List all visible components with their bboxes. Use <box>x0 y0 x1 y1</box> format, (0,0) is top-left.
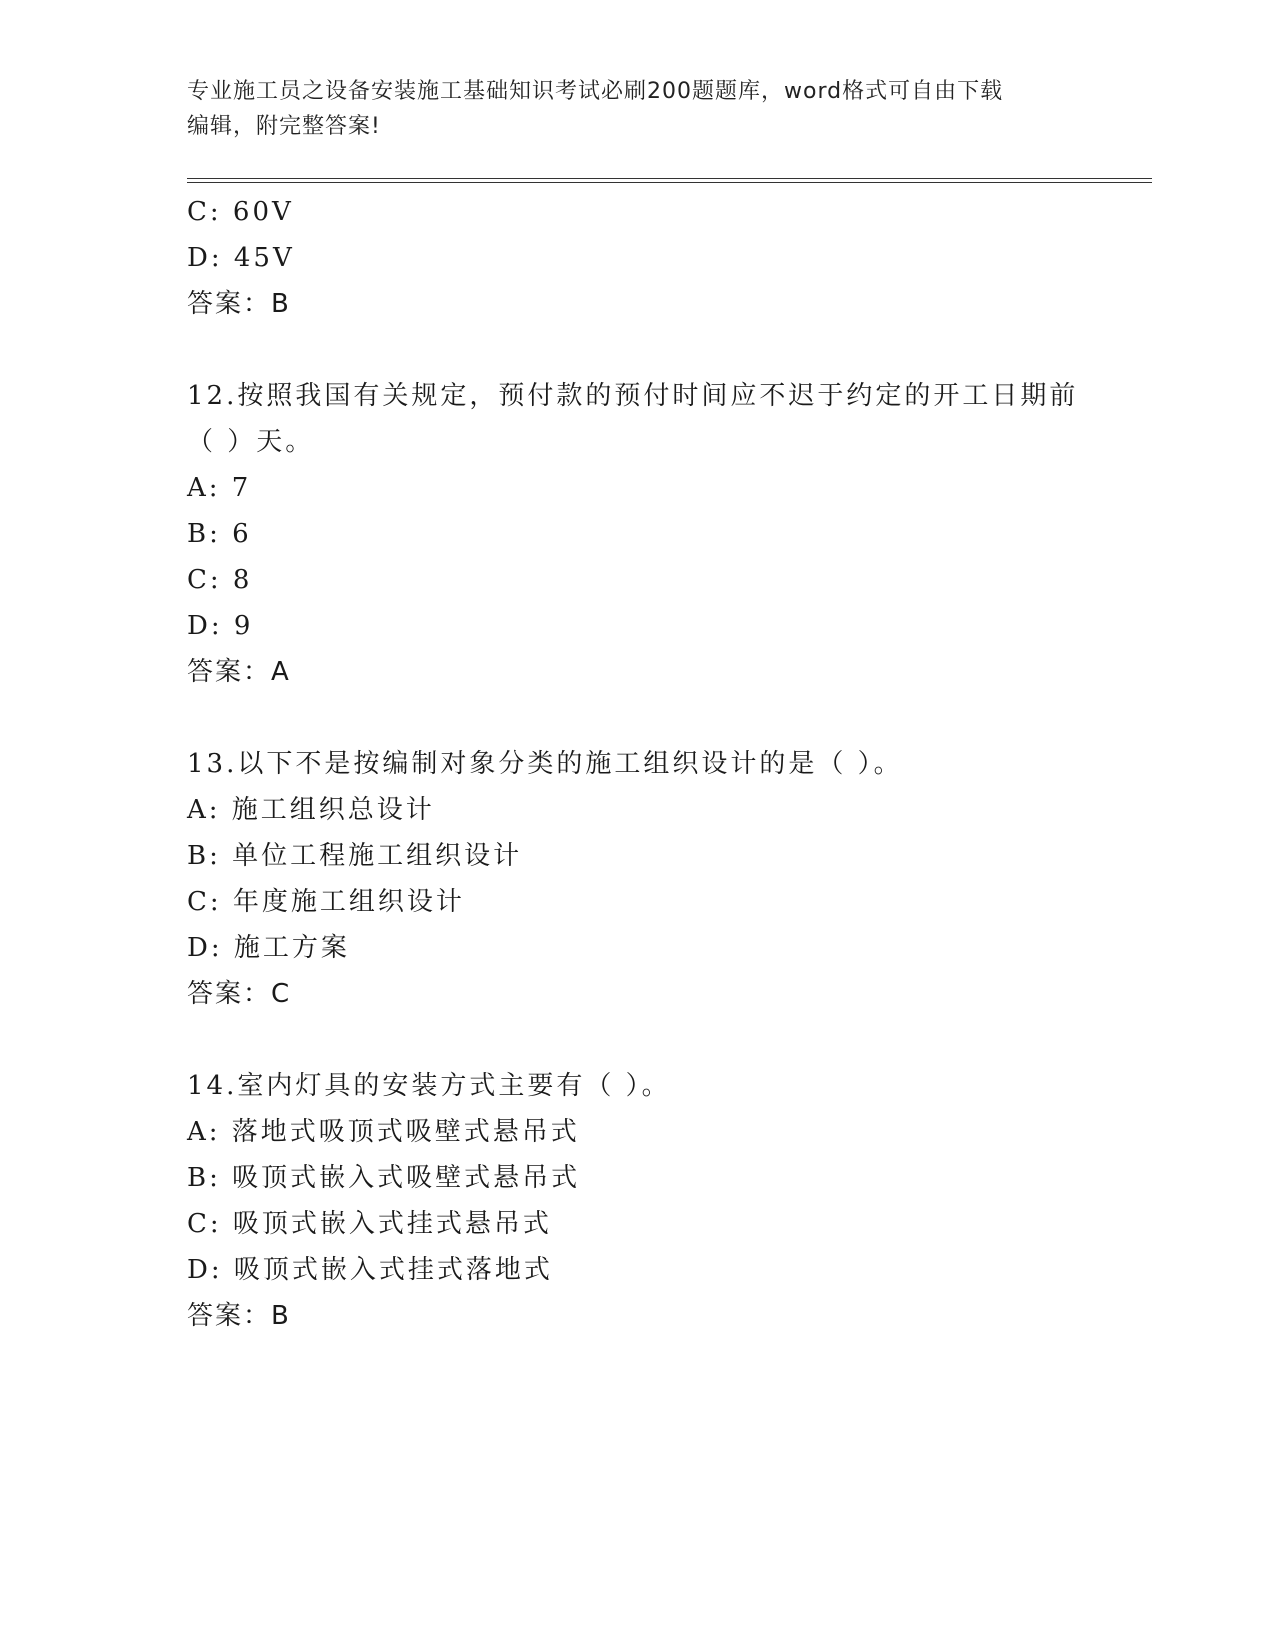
option-a: A: 7 <box>187 473 252 503</box>
question-14 <box>187 1063 1152 1339</box>
option-d: D: 吸顶式嵌入式挂式落地式 <box>187 1255 553 1285</box>
option-b: B: 单位工程施工组织设计 <box>187 841 523 871</box>
option-b: B: 6 <box>187 519 252 549</box>
spacer <box>187 695 1152 741</box>
question-list <box>187 189 1152 1339</box>
option-c: C: 8 <box>187 565 253 595</box>
spacer <box>187 1017 1152 1063</box>
question-stem-continued: （ ）天。 <box>187 427 315 457</box>
option-c: C: 60V <box>187 197 294 227</box>
question-stem: 13.以下不是按编制对象分类的施工组织设计的是（ ）。 <box>187 749 903 779</box>
option-d: D: 施工方案 <box>187 933 350 963</box>
option-a: A: 施工组织总设计 <box>187 795 435 825</box>
option-a: A: 落地式吸顶式吸壁式悬吊式 <box>187 1117 580 1147</box>
header-divider-top <box>187 178 1152 179</box>
answer: 答案：C <box>187 979 292 1009</box>
document-header <box>187 74 1067 144</box>
option-b: B: 吸顶式嵌入式吸壁式悬吊式 <box>187 1163 581 1193</box>
question-13 <box>187 741 1152 1017</box>
spacer <box>187 327 1152 373</box>
answer: 答案：A <box>187 657 291 687</box>
question-11 <box>187 189 1152 327</box>
question-stem: 14.室内灯具的安装方式主要有（ ）。 <box>187 1071 671 1101</box>
header-divider-bottom <box>187 182 1152 183</box>
option-c: C: 吸顶式嵌入式挂式悬吊式 <box>187 1209 552 1239</box>
header-line-1: 专业施工员之设备安装施工基础知识考试必刷200题题库，word格式可自由下载 <box>187 79 1004 104</box>
option-d: D: 9 <box>187 611 254 641</box>
answer: 答案：B <box>187 289 291 319</box>
header-line-2: 编辑，附完整答案! <box>187 114 381 139</box>
option-d: D: 45V <box>187 243 295 273</box>
question-12 <box>187 373 1152 695</box>
answer: 答案：B <box>187 1301 291 1331</box>
option-c: C: 年度施工组织设计 <box>187 887 465 917</box>
question-stem: 12.按照我国有关规定，预付款的预付时间应不迟于约定的开工日期前 <box>187 381 1079 411</box>
